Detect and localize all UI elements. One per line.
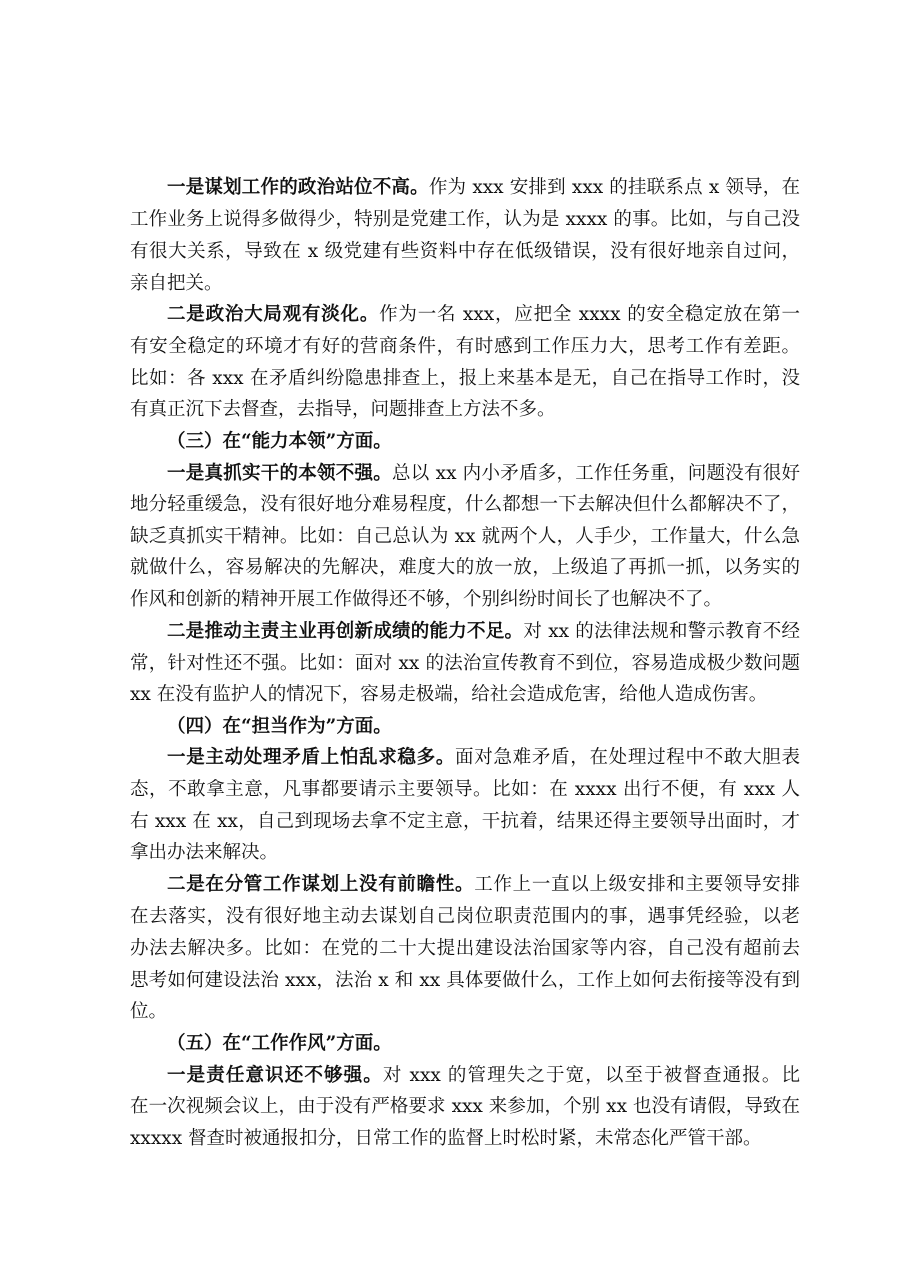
paragraph-lead: 二是在分管工作谋划上没有前瞻性。 [167,874,475,895]
paragraph-line: 右 xxx 在 xx，自己到现场去拿不定主意，干抗着，结果还得主要领导出面时，才 [130,811,800,832]
paragraph-lead: 一是责任意识还不够强。 [167,1065,383,1086]
paragraph-line: xxxxx 督查时被通报扣分，日常工作的监督上时松时紧，未常态化严管干部。 [130,1128,762,1149]
paragraph-text: 总以 xx 内小矛盾多，工作任务重，问题没有很好 [392,463,800,484]
paragraph-line: 比如：各 xxx 在矛盾纠纷隐患排查上，报上来基本是无，自己在指导工作时，没 [130,368,800,389]
paragraph-line: 有安全稳定的环境才有好的营商条件，有时感到工作压力大，思考工作有差距。 [130,336,800,357]
paragraph-line: xx 在没有监护人的情况下，容易走极端，给社会造成危害，给他人造成伤害。 [130,684,768,705]
paragraph-line: 在一次视频会议上，由于没有严格要求 xxx 来参加，个别 xx 也没有请假，导致在 [130,1096,800,1117]
paragraph-text: 工作上一直以上级安排和主要领导安排 [474,874,800,895]
paragraph-line [167,746,800,770]
paragraph-line: 常，针对性还不强。比如：面对 xx 的法治宣传教育不到位，容易造成极少数问题 [130,653,800,674]
paragraph-line [167,620,800,644]
paragraph-line: 有真正沉下去督查，去指导，问题排查上方法不多。 [130,399,556,420]
paragraph-line: 就做什么，容易解决的先解决，难度大的放一放，上级追了再抓一抓，以务实的 [130,557,800,578]
paragraph-text: 对 xx 的法律法规和警示教育不经 [523,621,800,642]
paragraph-text: 作为一名 xxx，应把全 xxxx 的安全稳定放在第一 [379,304,800,325]
paragraph-line: 位。 [130,1001,168,1022]
paragraph-lead: 二是政治大局观有淡化。 [167,304,380,325]
paragraph-line [167,1064,800,1088]
paragraph-line: 办法去解决多。比如：在党的二十大提出建设法治国家等内容，自己没有超前去 [130,938,800,959]
paragraph-line [167,303,800,327]
paragraph-line [167,176,800,200]
section-heading: （五）在“工作作风”方面。 [167,1033,392,1054]
paragraph-line: 缺乏真抓实干精神。比如：自己总认为 xx 就两个人，人手少，工作量大，什么急 [130,526,800,547]
paragraph-line [167,873,800,897]
paragraph-line: 地分轻重缓急，没有很好地分难易程度，什么都想一下去解决但什么都解决不了， [130,494,800,515]
paragraph-line: 态，不敢拿主意，凡事都要请示主要领导。比如：在 xxxx 出行不便，有 xxx 人 [130,779,800,800]
paragraph-lead: 一是真抓实干的本领不强。 [167,463,393,484]
paragraph-text: 作为 xxx 安排到 xxx 的挂联系点 x 领导，在 [428,177,800,198]
paragraph-line: 作风和创新的精神开展工作做得还不够，个别纠纷时间长了也解决不了。 [130,589,723,610]
paragraph-line: 思考如何建设法治 xxx，法治 x 和 xx 具体要做什么，工作上如何去衔接等没有到 [130,970,800,991]
paragraph-line: 有很大关系，导致在 x 级党建有些资料中存在低级错误，没有很好地亲自过问， [130,241,800,262]
paragraph-text: 面对急难矛盾，在处理过程中不敢大胆表 [455,747,800,768]
paragraph-line: 亲自把关。 [130,273,223,294]
paragraph-lead: 二是推动主责主业再创新成绩的能力不足。 [167,621,524,642]
paragraph-lead: 一是主动处理矛盾上怕乱求稳多。 [167,747,456,768]
section-heading: （四）在“担当作为”方面。 [167,716,392,737]
paragraph-line [167,462,800,486]
paragraph-text: 对 xxx 的管理失之于宽，以至于被督查通报。比 [382,1065,800,1086]
paragraph-line: 拿出办法来解决。 [130,842,279,863]
paragraph-line: 工作业务上说得多做得少，特别是党建工作，认为是 xxxx 的事。比如，与自己没 [130,209,800,230]
section-heading: （三）在“能力本领”方面。 [167,431,392,452]
paragraph-line: 在去落实，没有很好地主动去谋划自己岗位职责范围内的事，遇事凭经验，以老 [130,906,800,927]
paragraph-lead: 一是谋划工作的政治站位不高。 [167,177,429,198]
